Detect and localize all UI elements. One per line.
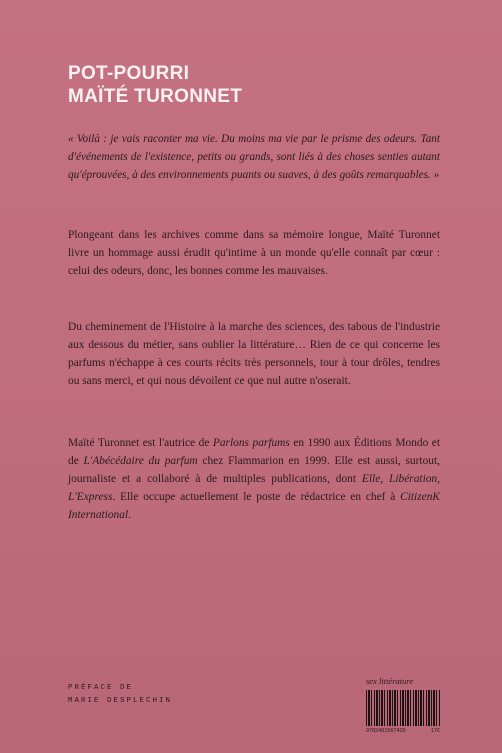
bio-text: Maïté Turonnet est l'autrice de — [68, 437, 213, 449]
publication-ref: CitizenK International — [68, 491, 440, 521]
book-title-ref: Parlons parfums — [212, 437, 290, 449]
collection-name: sex littérature — [366, 676, 414, 686]
barcode-icon — [366, 690, 440, 726]
isbn-line — [366, 728, 440, 734]
bio-text: , — [437, 473, 440, 485]
bio-text: , — [380, 473, 390, 485]
preface-author: MARIE DESPLECHIN — [68, 697, 173, 705]
author-bio-paragraph — [68, 434, 440, 524]
bio-text: . — [128, 509, 131, 521]
summary-paragraph-2: Du cheminement de l'Histoire à la marche des sciences, des tabous de l'industrie aux dessous du métier, sans oublier la littérature… Rien de ce qui concerne les parfums n'échappe à ces courts récits très personnels, tour à tour drôles, tendres ou sans merci, et qui nous dévoilent ce que nul autre n'oserait. — [68, 321, 440, 387]
author-name: MAÏTÉ TURONNET — [68, 86, 243, 107]
publication-ref: Elle — [361, 473, 381, 485]
publication-ref: Libération — [389, 473, 438, 485]
quote-excerpt: « Voilà : je vais raconter ma vie. Du moins ma vie par le prisme des odeurs. Tant d'événements de l'existence, petits ou grands, sont liés à des choses senties autant qu'éprouvées, à des environnements puants ou suaves, à des goûts remarquables. » — [68, 133, 440, 181]
book-title-block — [68, 62, 242, 108]
preface-credit — [68, 682, 172, 708]
bio-text: en 1990 aux Éditions Mondo et de — [68, 437, 441, 467]
preface-label: PRÉFACE DE — [68, 684, 134, 692]
bio-text: . Elle occupe actuellement le poste de rédactrice en chef à — [112, 491, 401, 503]
publication-ref: L'Express — [68, 491, 113, 503]
price-label: 17€ — [430, 728, 440, 734]
book-title-ref: L'Abécédaire du parfum — [83, 455, 198, 467]
isbn-number: 9782491567435 — [366, 728, 406, 734]
book-title: POT-POURRI — [68, 63, 190, 84]
summary-paragraph-1: Plongeant dans les archives comme dans sa mémoire longue, Maïté Turonnet livre un hommage aussi érudit qu'intime à un monde qu'elle connaît par cœur : celui des odeurs, donc, les bonnes comme les mauvaises. — [68, 229, 440, 277]
bio-text: chez Flammarion en 1999. Elle est aussi, surtout, journaliste et a collaboré à de multiples publications, dont — [68, 455, 440, 485]
